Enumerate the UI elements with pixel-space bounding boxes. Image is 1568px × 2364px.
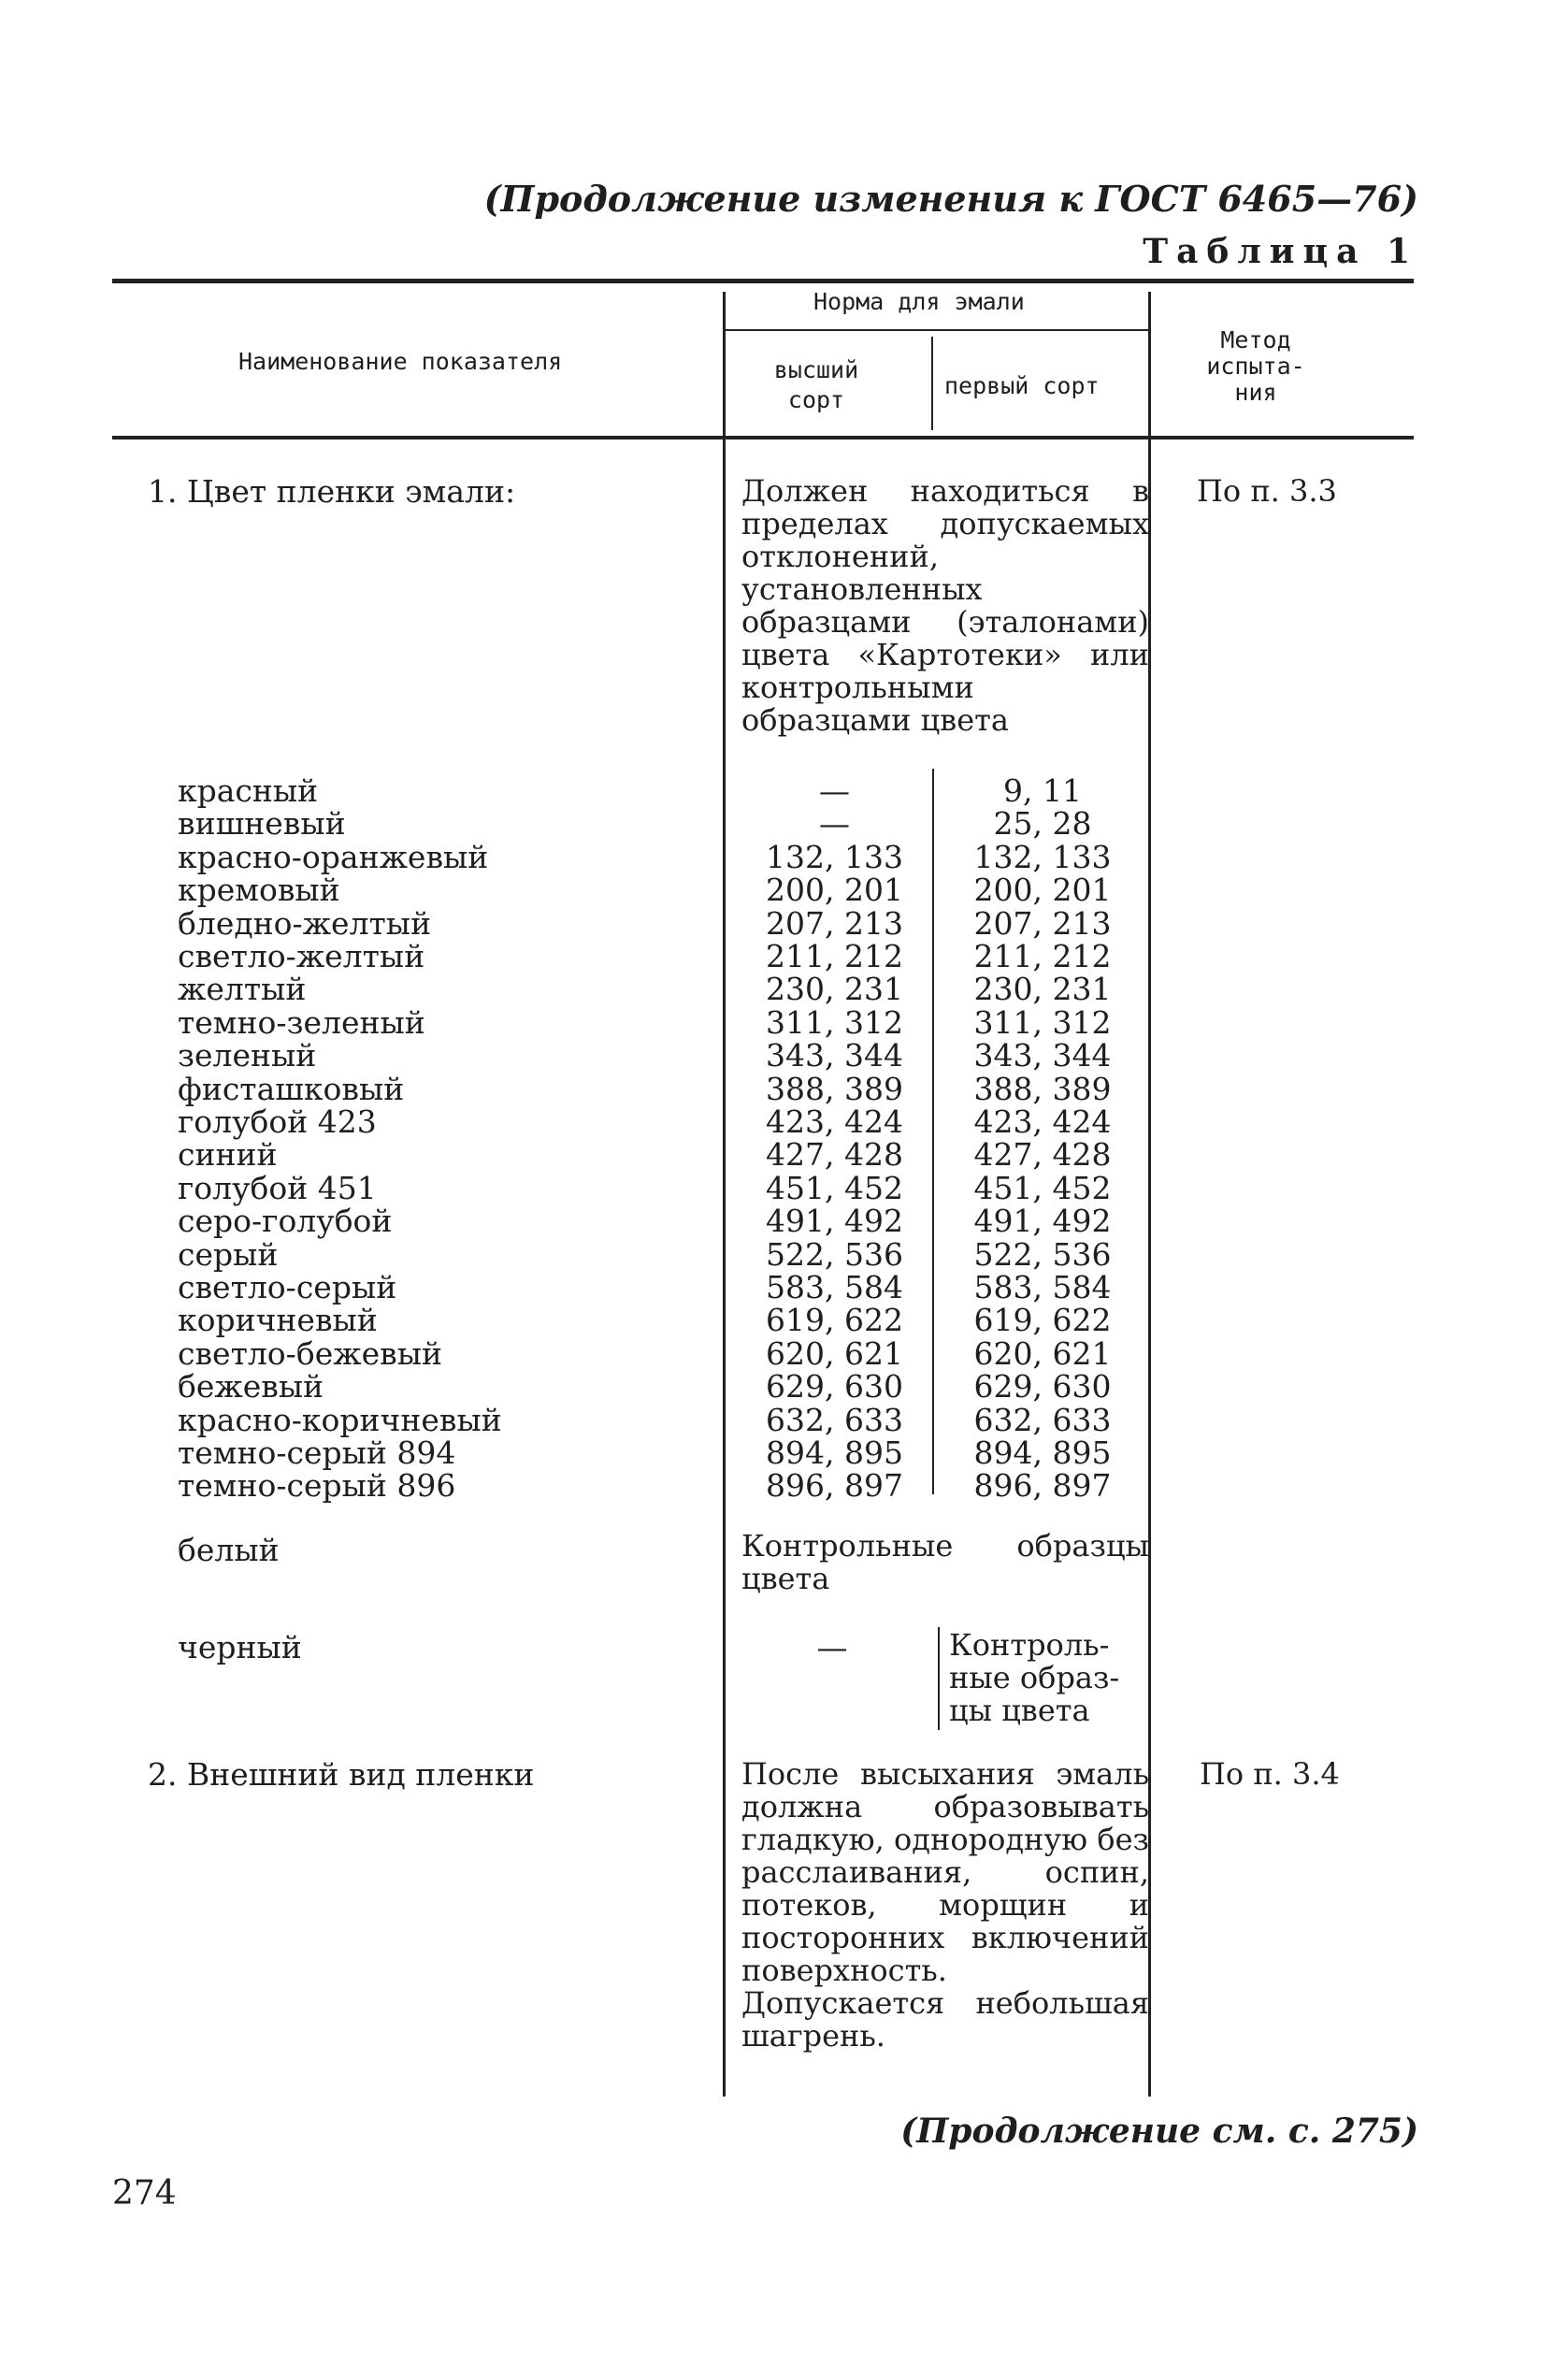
color-high-grade-codes: 311, 312 [766,1004,903,1041]
color-name: бежевый [178,1368,324,1405]
color-name: вишневый [178,805,346,842]
white-name: белый [178,1532,280,1568]
row1-method: По п. 3.3 [1197,473,1337,509]
row2-method: По п. 3.4 [1200,1756,1340,1792]
color-high-grade-codes: 427, 428 [766,1136,903,1173]
table-top-rule [112,279,1414,283]
color-high-grade-codes: 388, 389 [766,1071,903,1107]
color-first-grade-codes: 632, 633 [973,1402,1112,1438]
color-first-grade-codes: 132, 133 [973,839,1112,875]
color-name: фисташковый [178,1071,405,1107]
color-high-grade-codes: 132, 133 [766,839,903,875]
color-name: темно-серый 894 [178,1434,456,1471]
color-high-grade-codes: 896, 897 [766,1467,903,1504]
color-name: желтый [178,971,307,1007]
row1-name: 1. Цвет пленки эмали: [148,473,516,510]
color-high-grade-codes: 230, 231 [766,971,903,1007]
color-high-grade-codes: 343, 344 [766,1037,903,1074]
color-name: синий [178,1136,278,1173]
color-name: голубой 451 [178,1170,377,1206]
black-first: Контроль- ные образ- цы цвета [949,1627,1120,1728]
header-bottom-rule [112,436,1414,440]
color-high-grade-codes: 894, 895 [766,1434,903,1471]
table-label: Таблица 1 [1143,232,1418,271]
color-name: темно-зеленый [178,1004,425,1041]
color-first-grade-codes: 211, 212 [973,938,1112,974]
row2-norm-text: После высыхания эмаль должна образовывать гладкую, однородную без расслаивания, оспин, потеков, морщин и посторонних включений поверхность. Допускается небольшая шагрень. [741,1756,1149,2054]
color-name: красно-коричневый [178,1402,502,1438]
color-high-grade-codes: — [819,805,850,842]
header-name: Наименование показателя [238,348,563,375]
page-number: 274 [112,2174,177,2213]
color-first-grade-codes: 894, 895 [973,1434,1112,1471]
color-high-grade-codes: 619, 622 [766,1302,903,1338]
color-first-grade-codes: 9, 11 [1003,772,1082,809]
color-name: светло-серый [178,1269,397,1305]
grade-divider-body [932,769,934,1494]
color-name: кремовый [178,872,340,908]
row1-norm-text: Должен находиться в пределах допускаемых отклонений, установленных образцами (эталонами) цвета «Картотеки» или контрольными образцами цвета [741,473,1149,738]
color-name: зеленый [178,1037,317,1074]
color-high-grade-codes: 211, 212 [766,938,903,974]
color-first-grade-codes: 427, 428 [973,1136,1112,1173]
color-high-grade-codes: 451, 452 [766,1170,903,1206]
color-name: светло-желтый [178,938,425,974]
color-first-grade-codes: 311, 312 [973,1004,1112,1041]
color-name: красно-оранжевый [178,839,489,875]
color-high-grade-codes: 620, 621 [766,1335,903,1372]
color-first-grade-codes: 522, 536 [973,1236,1112,1273]
color-name: серо-голубой [178,1203,393,1239]
color-high-grade-codes: 522, 536 [766,1236,903,1273]
col-divider-left [723,292,726,2097]
continuation-footer: (Продолжение см. с. 275) [900,2112,1418,2151]
color-name: красный [178,772,319,809]
color-high-grade-codes: 583, 584 [766,1269,903,1305]
color-high-grade-codes: — [819,772,850,809]
color-name: коричневый [178,1302,378,1338]
black-name: черный [178,1629,302,1665]
color-name: темно-серый 896 [178,1467,456,1504]
row2-name: 2. Внешний вид пленки [148,1756,535,1793]
header-grade-high: высший сорт [773,356,859,413]
color-high-grade-codes: 200, 201 [766,872,903,908]
white-norm: Контрольные образцы цвета [741,1528,1149,1596]
color-first-grade-codes: 207, 213 [973,905,1112,942]
color-name: серый [178,1236,279,1273]
color-first-grade-codes: 896, 897 [973,1467,1112,1504]
color-first-grade-codes: 343, 344 [973,1037,1112,1074]
grade-divider-black [938,1627,940,1730]
color-first-grade-codes: 451, 452 [973,1170,1112,1206]
color-first-grade-codes: 619, 622 [973,1302,1112,1338]
color-first-grade-codes: 629, 630 [973,1368,1112,1405]
header-method: Метод испыта- ния [1206,326,1305,406]
color-first-grade-codes: 230, 231 [973,971,1112,1007]
color-first-grade-codes: 620, 621 [973,1335,1112,1372]
color-first-grade-codes: 491, 492 [973,1203,1112,1239]
color-first-grade-codes: 423, 424 [973,1103,1112,1140]
color-high-grade-codes: 632, 633 [766,1402,903,1438]
continuation-header: (Продолжение изменения к ГОСТ 6465—76) [483,178,1418,220]
grade-divider-header [931,337,933,430]
header-grade-first: первый сорт [944,372,1100,399]
color-high-grade-codes: 423, 424 [766,1103,903,1140]
color-name: светло-бежевый [178,1335,442,1372]
color-high-grade-codes: 491, 492 [766,1203,903,1239]
black-high: — [816,1629,848,1665]
norm-subheader-rule [723,329,1148,331]
color-first-grade-codes: 25, 28 [993,805,1092,842]
color-name: бледно-желтый [178,905,432,942]
color-first-grade-codes: 200, 201 [973,872,1112,908]
color-first-grade-codes: 583, 584 [973,1269,1112,1305]
header-norm: Норма для эмали [813,288,1025,315]
color-name: голубой 423 [178,1103,377,1140]
color-high-grade-codes: 207, 213 [766,905,903,942]
color-high-grade-codes: 629, 630 [766,1368,903,1405]
color-first-grade-codes: 388, 389 [973,1071,1112,1107]
